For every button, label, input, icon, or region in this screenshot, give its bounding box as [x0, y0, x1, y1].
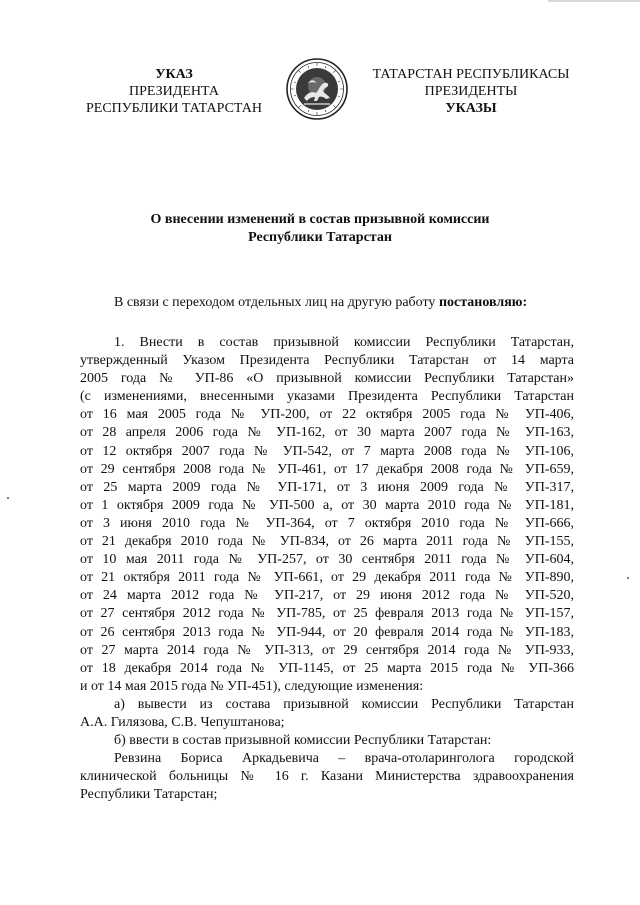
text-line: от 21 декабря 2010 года № УП-834, от 26 марта 2011 года № УП-155, [80, 534, 574, 550]
text-line: и от 14 мая 2015 года № УП-451), следующие изменения: [80, 678, 424, 694]
scan-speck [627, 577, 629, 579]
main-text [80, 334, 574, 804]
header-left-line: УКАЗ [155, 67, 193, 82]
coat-of-arms-icon [286, 58, 348, 120]
subitem-a-line: А.А. Гилязова, С.В. Чепуштанова; [80, 714, 285, 730]
intro-paragraph [80, 294, 574, 312]
subitem-b: б) ввести в состав призывной комиссии Республики Татарстан: [114, 733, 492, 749]
header-right-line: ПРЕЗИДЕНТЫ [424, 84, 518, 99]
member-line: клинической больницы № 16 г. Казани Министерства здравоохранения [80, 769, 574, 785]
member-line: Ревзина Бориса Аркадьевича – врача-отоларинголога городской [114, 751, 574, 767]
text-line: от 29 сентября 2008 года № УП-461, от 17 декабря 2008 года № УП-659, [80, 461, 574, 477]
text-line: от 27 марта 2014 года № УП-313, от 29 сентября 2014 года № УП-933, [80, 642, 574, 658]
document-title [100, 211, 540, 247]
text-line: от 16 мая 2005 года № УП-200, от 22 октября 2005 года № УП-406, [80, 407, 574, 423]
text-line: от 27 сентября 2012 года № УП-785, от 25 февраля 2013 года № УП-157, [80, 606, 574, 622]
title-line: О внесении изменений в состав призывной комиссии [150, 212, 490, 227]
text-line: от 24 марта 2012 года № УП-217, от 29 июня 2012 года № УП-520, [80, 588, 574, 604]
header-left-line: РЕСПУБЛИКИ ТАТАРСТАН [85, 101, 262, 116]
text-line: от 10 мая 2011 года № УП-257, от 30 сентября 2011 года № УП-604, [80, 552, 574, 568]
text-line: 1. Внести в состав призывной комиссии Республики Татарстан, [114, 335, 574, 350]
text-line: 2005 года № УП-86 «О призывной комиссии Республики Татарстан» [80, 371, 574, 387]
header-right-line: ТАТАРСТАН РЕСПУБЛИКАСЫ [372, 67, 570, 82]
scan-speck [7, 497, 9, 499]
intro-text: В связи с переходом отдельных лиц на другую работу [114, 295, 436, 310]
text-line: (с изменениями, внесенными указами Президента Республики Татарстан [80, 389, 574, 405]
text-line: от 1 октября 2009 года № УП-500 а, от 30 марта 2010 года № УП-181, [80, 497, 574, 513]
text-line: от 28 апреля 2006 года № УП-162, от 30 марта 2007 года № УП-163, [80, 425, 574, 441]
text-line: от 3 июня 2010 года № УП-364, от 7 октября 2010 года № УП-666, [80, 515, 574, 531]
scan-artifact-line [548, 0, 640, 2]
text-line: утвержденный Указом Президента Республики Татарстан от 14 марта [80, 353, 574, 369]
text-line: от 18 декабря 2014 года № УП-1145, от 25 марта 2015 года № УП-366 [80, 660, 574, 676]
header-right-line: УКАЗЫ [445, 101, 497, 116]
header-right [368, 66, 574, 117]
text-line: от 26 сентября 2013 года № УП-944, от 20 февраля 2014 года № УП-183, [80, 624, 574, 640]
text-line: от 21 октября 2011 года № УП-661, от 29 декабря 2011 года № УП-890, [80, 570, 574, 586]
member-line: Республики Татарстан; [80, 787, 218, 803]
title-line: Республики Татарстан [248, 230, 392, 245]
text-line: от 25 марта 2009 года № УП-171, от 3 июня 2009 года № УП-317, [80, 479, 574, 495]
text-line: от 12 октября 2007 года № УП-542, от 7 марта 2008 года № УП-106, [80, 443, 574, 459]
header-left [78, 66, 270, 117]
subitem-a-line: а) вывести из состава призывной комиссии Республики Татарстан [114, 696, 574, 712]
intro-emphasis: постановляю: [438, 295, 528, 310]
header-left-line: ПРЕЗИДЕНТА [129, 84, 219, 99]
